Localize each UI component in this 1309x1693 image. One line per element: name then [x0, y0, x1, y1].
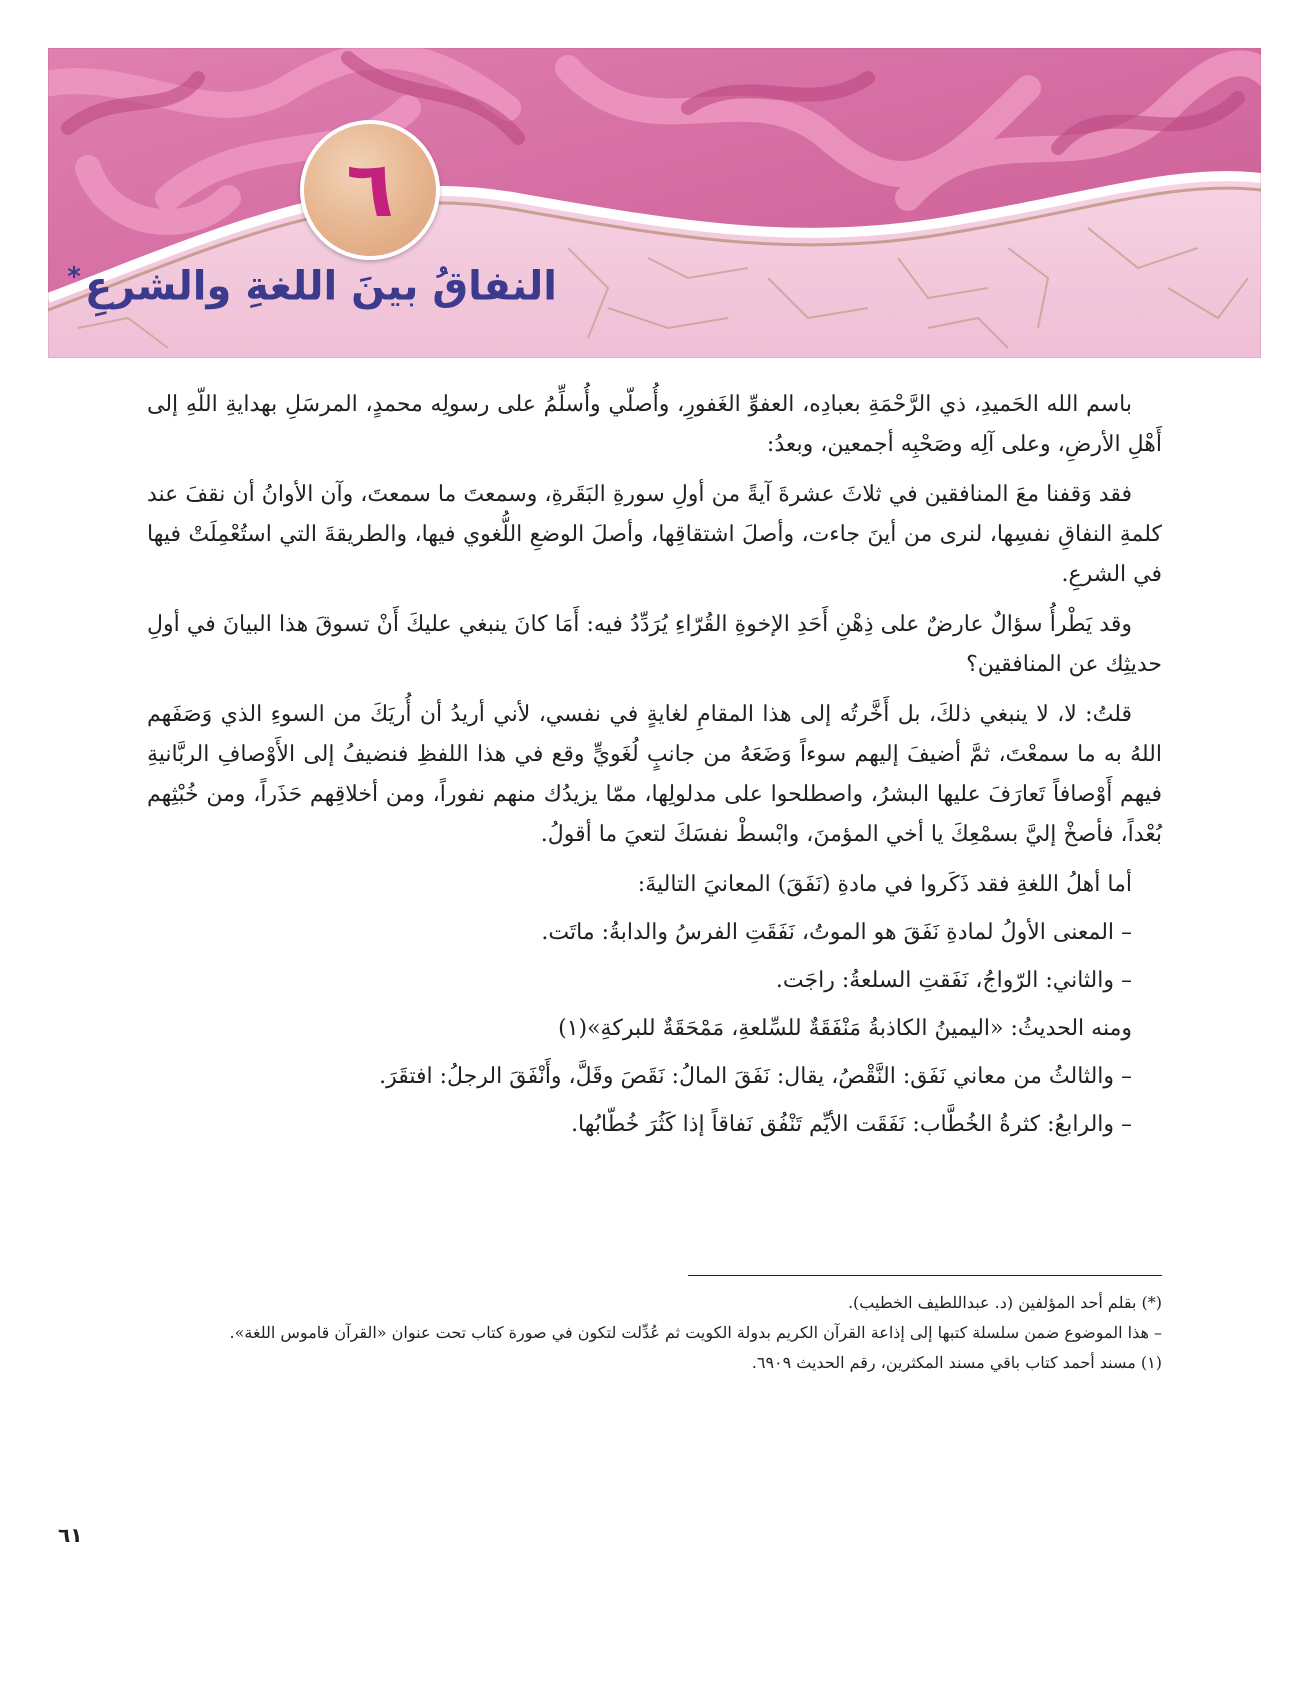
meanings-intro: أما أهلُ اللغةِ فقد ذَكَروا في مادةِ (نَفَقَ) المعانيَ التاليةَ:	[637, 872, 1132, 897]
footnote-divider	[688, 1275, 1162, 1276]
page-number: ٦١	[58, 1523, 83, 1547]
footnotes	[147, 1288, 1162, 1378]
article-body	[147, 385, 1162, 1153]
banner-artwork	[48, 48, 1261, 358]
footnote-author: (*) بقلم أحد المؤلفين (د. عبداللطيف الخطيب).	[847, 1293, 1162, 1312]
hadith-quote: ومنه الحديثُ: «اليمينُ الكاذبةُ مَنْفَقَةٌ للسِّلعةِ، مَمْحَقَةٌ للبركةِ»(١)	[558, 1016, 1132, 1041]
meaning-third: – والثالثُ من معاني نَفَق: النَّقْصُ، يقال: نَفَقَ المالُ: نَقَصَ وقَلَّ، وأَنْفَقَ الرجلُ: افتقَرَ.	[379, 1064, 1132, 1089]
meaning-second: – والثاني: الرّواجُ، نَفَقتِ السلعةُ: راجَت.	[775, 968, 1132, 993]
paragraph-context: فقد وَقفنا معَ المنافقين في ثلاثَ عشرةَ آيةً من أولِ سورةِ البَقَرةِ، وسمعتَ ما سمعتَ، وآن الأوانُ أن نقفَ عند كلمةِ النفاقِ نفسِها، لنرى من أينَ جاءت، وأصلَ اشتقاقِها، وأصلَ الوضعِ اللُّغوي فيها، والطريقةَ التي استُعْمِلَتْ فيها في الشرعِ.	[147, 482, 1162, 587]
footnote-series: – هذا الموضوع ضمن سلسلة كتبها إلى إذاعة القرآن الكريم بدولة الكويت ثم عُدِّلت لتكون في صورة كتاب تحت عنوان «القرآن قاموس اللغة».	[229, 1323, 1162, 1342]
page-title	[67, 262, 557, 310]
chapter-number-badge	[300, 120, 440, 260]
paragraph-question: وقد يَطْرأُ سؤالٌ عارضٌ على ذِهْنِ أَحَدِ الإخوةِ القُرّاءِ يُرَدِّدُ فيه: أَمَا كانَ ينبغي عليكَ أَنْ تسوقَ هذا البيانَ في أولِ حديثِك عن المنافقين؟	[147, 612, 1162, 677]
title-footnote-marker: *	[67, 262, 81, 292]
title-text: النفاقُ بينَ اللغةِ والشرعِ	[84, 263, 557, 310]
meaning-first: – المعنى الأولُ لمادةِ نَفَقَ هو الموتُ، نَفَقَتِ الفرسُ والدابةُ: ماتَت.	[541, 920, 1132, 945]
chapter-banner	[48, 48, 1261, 358]
paragraph-answer: قلتُ: لا، لا ينبغي ذلكَ، بل أَخَّرتُه إلى هذا المقامِ لغايةٍ في نفسي، لأني أريدُ أن أُريَكَ من السوءِ الذي وَصَفَهم اللهُ به ما سمعْتَ، ثمَّ أضيفَ إليهم سوءاً وَضَعَهُ من جانبٍ لُغَويٍّ وقع في هذا اللفظِ فنضيفُ إلى الأَوْصافِ الربَّانيةِ فيهم أَوْصافاً تَعارَفَ عليها البشرُ، واصطلحوا على مدلولِها، ممّا يزيدُك منهم نفوراً، ومن أخلاقِهم حَذَراً، ومن خُبْثِهم بُعْداً، فأصخْ إليَّ بسمْعِكَ يا أخي المؤمنَ، وابْسطْ نفسَكَ لتعيَ ما أقولُ.	[147, 702, 1162, 847]
paragraph-intro: باسم الله الحَميدِ، ذي الرَّحْمَةِ بعبادِه، العفوِّ الغَفورِ، وأُصلّي وأُسلِّمُ على رسولِه محمدٍ، المرسَلِ بهدايةِ اللّهِ إلى أَهْلِ الأرضِ، وعلى آلِه وصَحْبِه أجمعين، وبعدُ:	[147, 392, 1162, 457]
chapter-number: ٦	[346, 145, 394, 235]
meaning-fourth: – والرابعُ: كثرةُ الخُطَّاب: نَفَقَت الأيِّم تَنْفُق نَفاقاً إذا كَثُرَ خُطّابُها.	[571, 1112, 1132, 1137]
footnote-hadith-source: (١) مسند أحمد كتاب باقي مسند المكثرين، رقم الحديث ٦٩٠٩.	[751, 1353, 1162, 1372]
